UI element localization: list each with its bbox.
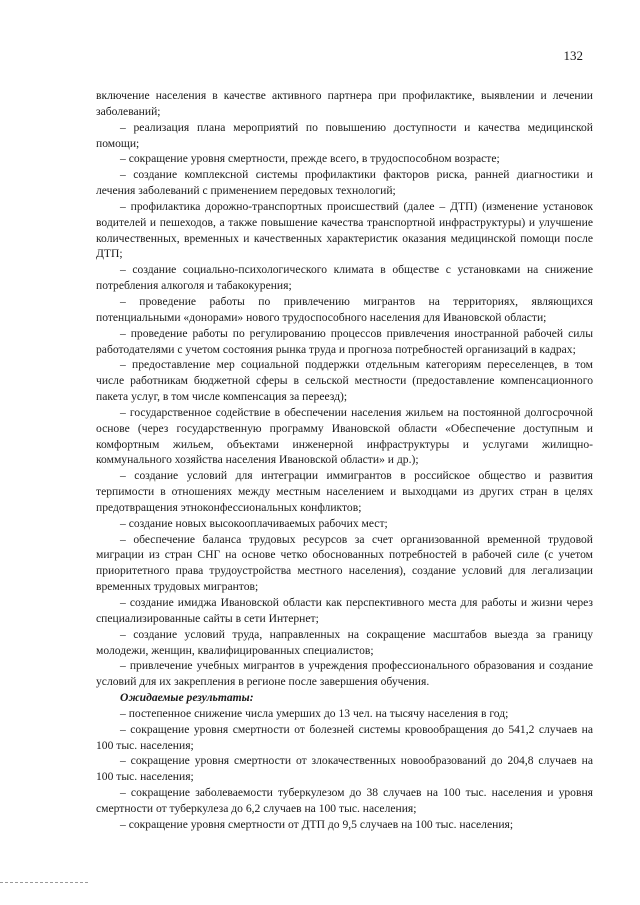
list-item: – государственное содействие в обеспечении населения жильем на постоянной долгосрочной основе (через государственную программу Ивановской области «Обеспечение доступным и комфортным жильем, объектами инженерной инфраструктуры и услугами жилищно-коммунального хозяйства населения Ивановской области» и др.);	[96, 405, 593, 467]
list-item: – проведение работы по привлечению мигрантов на территориях, являющихся потенциальными «донорами» нового трудоспособного населения для Ивановской области;	[96, 294, 593, 324]
list-item: – создание условий труда, направленных на сокращение масштабов выезда за границу молодежи, женщин, квалифицированных специалистов;	[96, 627, 593, 657]
list-item: – создание условий для интеграции иммигрантов в российское общество и развития терпимости в отношениях между местным населением и выходцами из других стран в целях предотвращения этноконфессиональных конфликтов;	[96, 469, 593, 514]
list-item: – привлечение учебных мигрантов в учреждения профессионального образования и создание условий для их закрепления в регионе после завершения обучения.	[96, 659, 593, 689]
list-item: – создание новых высокооплачиваемых рабочих мест;	[120, 516, 388, 530]
result-item: – сокращение уровня смертности от болезней системы кровообращения до 541,2 случаев на 100 тыс. населения;	[96, 722, 593, 752]
list-item: – сокращение уровня смертности, прежде всего, в трудоспособном возрасте;	[120, 152, 500, 166]
result-item: – сокращение заболеваемости туберкулезом до 38 случаев на 100 тыс. населения и уровня смертности от туберкулеза до 6,2 случаев на 100 тыс. населения;	[96, 786, 593, 815]
list-item: – создание социально-психологического климата в обществе с установками на снижение потребления алкоголя и табакокурения;	[96, 263, 593, 293]
paragraph: включение населения в качестве активного партнера при профилактике, выявлении и лечении заболеваний;	[96, 89, 593, 118]
list-item: – создание комплексной системы профилактики факторов риска, ранней диагностики и лечения заболеваний с применением передовых технологий;	[96, 168, 593, 198]
result-item: – постепенное снижение числа умерших до 13 чел. на тысячу населения в год;	[120, 706, 509, 720]
document-body	[96, 88, 593, 833]
result-item: – сокращение уровня смертности от злокачественных новообразований до 204,8 случаев на 100 тыс. населения;	[96, 754, 593, 784]
section-heading-expected-results: Ожидаемые результаты:	[120, 691, 254, 705]
list-item: – обеспечение баланса трудовых ресурсов за счет организованной временной трудовой миграции из стран СНГ на основе четко обоснованных потребностей в рабочей силе (с учетом приоритетного права трудоустройства местного населения), создание условий для легализации временных трудовых мигрантов;	[96, 532, 593, 594]
page-number: 132	[563, 48, 583, 63]
list-item: – предоставление мер социальной поддержки отдельным категориям переселенцев, в том числе работникам бюджетной сферы в сельской местности (предоставление компенсационного пакета услуг, в том числе компенсация за переезд);	[96, 358, 593, 404]
list-item: – реализация плана мероприятий по повышению доступности и качества медицинской помощи;	[96, 120, 593, 150]
list-item: – профилактика дорожно-транспортных происшествий (далее – ДТП) (изменение установок водителей и пешеходов, а также повышение качества транспортной инфраструктуры) и улучшение количественных, временных и качественных характеристик оказания медицинской помощи после ДТП;	[96, 199, 593, 261]
result-item: – сокращение уровня смертности от ДТП до 9,5 случаев на 100 тыс. населения;	[120, 817, 514, 831]
list-item: – проведение работы по регулированию процессов привлечения иностранной рабочей силы работодателями с учетом состояния рынка труда и прогноза потребностей организаций в кадрах;	[96, 326, 593, 356]
list-item: – создание имиджа Ивановской области как перспективного места для работы и жизни через специализированные сайты в сети Интернет;	[96, 596, 593, 625]
scan-edge-mark	[0, 882, 90, 883]
